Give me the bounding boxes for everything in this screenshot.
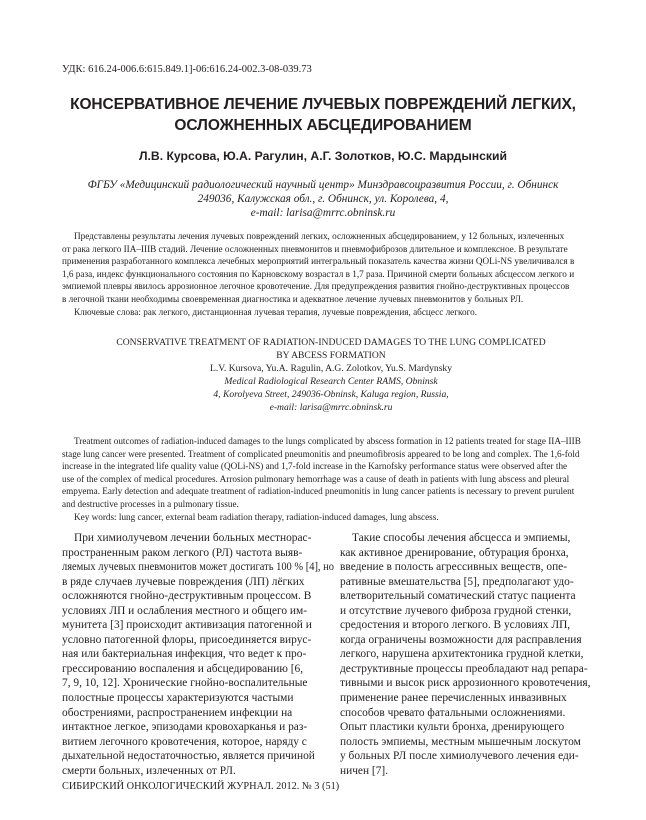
body-line: условно патогенной флоры, присоединяется вирус- [62, 633, 312, 646]
body-line: легкого, нарушена архитектоника грудной клетки, [340, 648, 584, 661]
journal-footer: СИБИРСКИЙ ОНКОЛОГИЧЕСКИЙ ЖУРНАЛ. 2012. № 3 (51) [62, 781, 340, 792]
body-line: способов чревато фатальными осложнениями. [340, 706, 566, 719]
affiliation-en-line: Medical Radiological Research Center RAMS, Obninsk [224, 376, 438, 388]
abstract-line: применения разработанного комплекса лечебных мероприятий интегральный показатель качества жизни QOLi-NS увеличивался в [62, 256, 575, 267]
body-line: введение в полость агрессивных веществ, опе- [340, 561, 568, 574]
title-en-line: BY ABCESS FORMATION [276, 350, 386, 362]
abstract-en-line: and destructive processes in a pulmonary tissue. [62, 498, 239, 509]
body-line: у больных РЛ после химиолучевого лечения еди- [340, 750, 579, 763]
body-line: интактное легкое, эпизодами кровохарканья и раз- [62, 721, 308, 734]
body-line: деструктивные процессы преобладают над репара- [340, 662, 588, 675]
affiliation [30, 178, 616, 220]
body-line: смерти больных, излеченных от РЛ. [62, 764, 236, 777]
abstract-line: от рака легкого IIA–IIIB стадий. Лечение осложненных пневмонитов и пневмофиброзов длительное и комплексное. В результате [62, 243, 568, 254]
article-title [30, 94, 616, 136]
keywords-ru: Ключевые слова: рак легкого, дистанционная лучевая терапия, лучевые повреждения, абсцесс легкого. [74, 306, 478, 317]
body-line: ративные вмешательства [5], предполагают удо- [340, 575, 574, 588]
affiliation-email: e-mail: larisa@mrrc.obninsk.ru [250, 207, 396, 219]
affiliation-line: ФГБУ «Медицинский радиологический научный центр» Минздравсоцразвития России, г. Обнинск [87, 179, 559, 191]
affiliation-en-line: 4, Korolyeva Street, 249036-Obninsk, Kaluga region, Russia, [213, 389, 449, 401]
body-line: 7, 9, 10, 12]. Хронические гнойно-воспалительные [62, 677, 308, 690]
abstract-en-line: use of the complex of medical procedures. Arrosion pulmonary hemorrhage was a cause of death in patients with lung abscess and pleural [62, 473, 570, 484]
body-line: полостные процессы характеризуются частыми [62, 692, 294, 705]
body-line: применение ранее перечисленных инвазивных [340, 692, 567, 705]
abstract-en-line: stage lung cancer were presented. Treatment of complicated pneumonitis and pneumofibrosis appeared to be long and complex. The 1,6-fold [62, 448, 580, 459]
body-line: грессированию воспаления и абсцедированию [6, [62, 662, 304, 675]
body-line: витием легочного кровотечения, которое, наряду с [62, 735, 307, 748]
english-header [62, 336, 600, 415]
abstract-line: в легочной ткани необходимы своевременная диагностика и адекватное лечение лучевых пневмонитов у больных РЛ. [62, 293, 524, 304]
title-line: ОСЛОЖНЕННЫХ АБСЦЕДИРОВАНИЕМ [174, 117, 472, 134]
body-line: Такие способы лечения абсцесса и эмпиемы, [352, 532, 571, 544]
body-line: ная или бактериальная инфекция, что ведет к про- [62, 648, 307, 661]
body-column-left [62, 531, 334, 778]
body-line: дыхательной недостаточностью, является причиной [62, 750, 315, 763]
body-line: средостения и второго легкого. В условиях ЛП, [340, 619, 571, 632]
abstract-en-line: Treatment outcomes of radiation-induced damages to the lungs complicated by abscess formation in 12 patients treated for stage IIA–IIIB [74, 436, 581, 446]
abstract-en-line: increase in the integrated life quality value (QOLi-NS) and 1,7-fold increase in the Karnofsky performance status were observed after the [62, 461, 568, 472]
abstract-line: эмпиемой плевры явилось аррозионное легочное кровотечение. Для предупреждения развития гнойно-деструктивных процессов [62, 281, 570, 292]
authors-en: L.V. Kursova, Yu.A. Ragulin, A.G. Zolotkov, Yu.S. Mardynsky [209, 363, 453, 375]
abstract-en-line: empyema. Early detection and adequate treatment of radiation-induced pneumonitis in lung cancer patients is necessary to prevent purulent [62, 486, 575, 497]
body-line: обострениями, распространением инфекции на [62, 706, 293, 719]
body-line: полость эмпиемы, местным мышечным лоскутом [340, 735, 581, 748]
title-line: КОНСЕРВАТИВНОЕ ЛЕЧЕНИЕ ЛУЧЕВЫХ ПОВРЕЖДЕНИЙ ЛЕГКИХ, [70, 96, 576, 113]
abstract-ru [62, 230, 600, 318]
udk-code: УДК: 616.24-006.6:615.849.1]-06:616.24-002.3-08-039.73 [62, 64, 312, 75]
body-line: осложняются гнойно-деструктивным процессом. В [62, 590, 312, 603]
abstract-en [62, 435, 600, 523]
body-column-right [340, 531, 612, 778]
affiliation-line: 249036, Калужская обл., г. Обнинск, ул. Королева, 4, [197, 193, 449, 205]
body-line: и отсутствие лучевого фиброза грудной стенки, [340, 604, 572, 617]
title-en-line: CONSERVATIVE TREATMENT OF RADIATION-INDUCED DAMAGES TO THE LUNG COMPLICATED [116, 337, 546, 348]
body-line: При химиолучевом лечении больных местнорас- [74, 532, 312, 544]
body-line: как активное дренирование, обтурация бронха, [340, 546, 569, 559]
body-line: мунитета [3] происходит активизация патогенной и [62, 619, 312, 632]
body-line: условиях ЛП и ослабления местного и общего им- [62, 604, 308, 617]
body-line: ничен [7]. [340, 764, 389, 777]
authors: Л.В. Курсова, Ю.А. Рагулин, А.Г. Золотков, Ю.С. Мардынский [138, 149, 508, 163]
body-line: в ряде случаев лучевые повреждения (ЛП) лёгких [62, 575, 305, 588]
body-line: Опыт пластики культи бронха, дренирующего [340, 721, 565, 734]
body-line: когда ограничены возможности для расправления [340, 633, 582, 646]
body-line: влетворительный соматический статус пациента [340, 590, 576, 603]
body-line: ляемых лучевых пневмонитов может достигать 100 % [4], но [62, 561, 335, 574]
body-line: тивными и высок риск аррозионного кровотечения, [340, 677, 591, 690]
body-line: пространенным раком легкого (РЛ) частота выяв- [62, 546, 303, 559]
abstract-line: Представлены результаты лечения лучевых повреждений легких, осложненных абсцедированием, у 12 больных, излеченных [74, 231, 565, 241]
keywords-en: Key words: lung cancer, external beam radiation therapy, radiation-induced damages, lung abscess. [74, 511, 439, 522]
abstract-line: 1,6 раза, индекс функционального состояния по Карновскому возрастал в 1,7 раза. Причиной смерти больных абсцессом легкого и [62, 268, 575, 279]
affiliation-en-email: e-mail: larisa@mrrc.obninsk.ru [269, 402, 393, 414]
